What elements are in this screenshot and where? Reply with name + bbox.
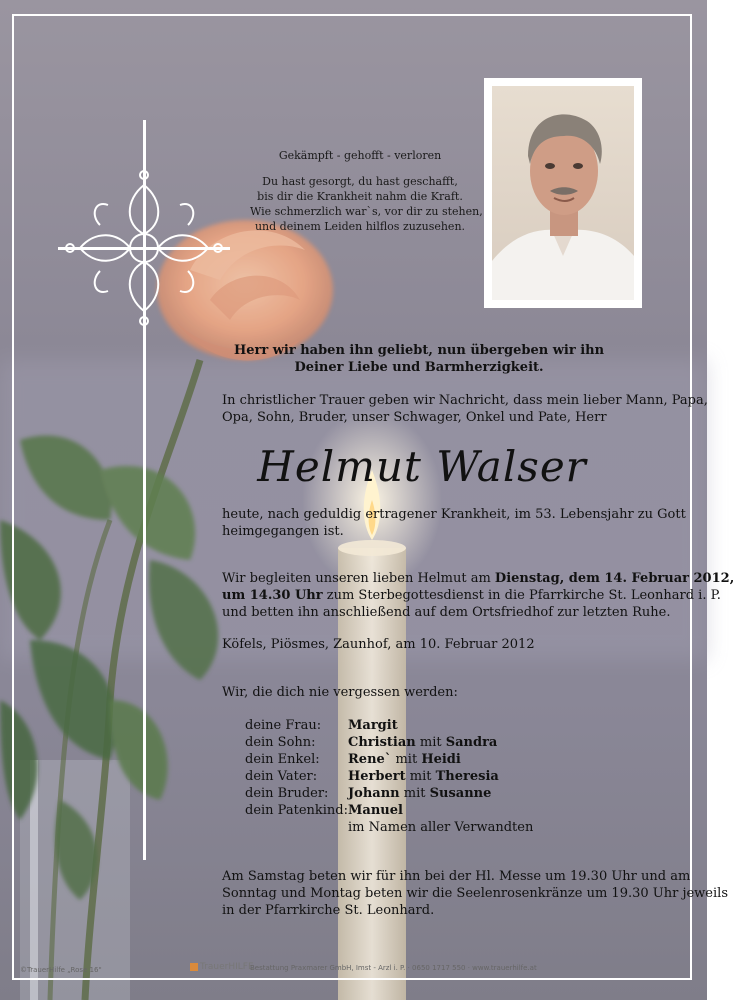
intro-line: Opa, Sohn, Bruder, unser Schwager, Onkel und Pate, Herr bbox=[222, 410, 607, 425]
prayers-paragraph bbox=[222, 868, 728, 919]
relative-row bbox=[245, 751, 533, 768]
death-paragraph bbox=[222, 506, 686, 540]
relative-row bbox=[245, 768, 533, 785]
relative-names bbox=[348, 768, 533, 785]
headline bbox=[222, 342, 616, 376]
relative-names bbox=[348, 717, 533, 734]
relative-row bbox=[245, 785, 533, 802]
death-line: heimgegangen ist. bbox=[222, 524, 344, 539]
death-line: heute, nach geduldig ertragener Krankheit, im 53. Lebensjahr zu Gott bbox=[222, 507, 686, 522]
portrait-photo bbox=[484, 78, 642, 308]
funeral-text: und betten ihn anschließend auf dem Ortsfriedhof zur letzten Ruhe. bbox=[222, 605, 671, 620]
relative-name: Rene` bbox=[348, 752, 392, 767]
relative-with: mit bbox=[395, 752, 418, 767]
poem-line: Gekämpft - gehofft - verloren bbox=[278, 149, 442, 162]
headline-line: Deiner Liebe und Barmherzigkeit. bbox=[294, 360, 544, 375]
relative-with: mit bbox=[419, 735, 442, 750]
poem-line: Wie schmerzlich war`s, vor dir zu stehen, bbox=[250, 205, 483, 218]
poem-line: und deinem Leiden hilflos zuzusehen. bbox=[254, 220, 466, 233]
footer-credit: ©TrauerHilfe „Rose 16" bbox=[20, 966, 102, 974]
relative-name: Margit bbox=[348, 718, 398, 733]
footer-info: Bestattung Praxmarer GmbH, Imst - Arzl i. P. · 0650 1717 550 · www.trauerhilfe.at bbox=[250, 964, 537, 972]
relatives-closing: im Namen aller Verwandten bbox=[348, 820, 534, 835]
relative-partner: Heidi bbox=[421, 752, 461, 767]
poem bbox=[250, 148, 483, 234]
prayers-line: Sonntag und Montag beten wir die Seelenrosenkränze um 19.30 Uhr jeweils bbox=[222, 886, 728, 901]
relative-partner: Sandra bbox=[445, 735, 498, 750]
footer-brand-name: TrauerHILFE bbox=[200, 962, 254, 972]
relative-name: Herbert bbox=[348, 769, 406, 784]
poem-line: bis dir die Krankheit nahm die Kraft. bbox=[257, 190, 463, 203]
funeral-text: Wir begleiten unseren lieben Helmut am bbox=[222, 571, 495, 586]
relative-row bbox=[245, 802, 533, 819]
funeral-time: um 14.30 Uhr bbox=[222, 588, 323, 603]
funeral-paragraph bbox=[222, 570, 734, 621]
relative-partner: Susanne bbox=[429, 786, 492, 801]
relative-names bbox=[348, 785, 533, 802]
headline-line: Herr wir haben ihn geliebt, nun übergeben wir ihn bbox=[233, 343, 605, 358]
place-date: Köfels, Piösmes, Zaunhof, am 10. Februar 2012 bbox=[222, 637, 535, 652]
funeral-date: Dienstag, dem 14. Februar 2012, bbox=[494, 571, 734, 586]
trauerhilfe-logo-icon bbox=[190, 963, 198, 971]
intro-line: In christlicher Trauer geben wir Nachricht, dass mein lieber Mann, Papa, bbox=[222, 393, 708, 408]
mourners-intro: Wir, die dich nie vergessen werden: bbox=[222, 685, 458, 700]
relative-name: Christian bbox=[348, 735, 416, 750]
prayers-line: Am Samstag beten wir für ihn bei der Hl. Messe um 19.30 Uhr und am bbox=[222, 869, 691, 884]
intro-paragraph bbox=[222, 392, 708, 426]
relative-row bbox=[245, 819, 533, 836]
relative-role: dein Enkel: bbox=[245, 752, 320, 767]
relative-name: Manuel bbox=[348, 803, 403, 818]
relative-role: dein Sohn: bbox=[245, 735, 316, 750]
relative-role: deine Frau: bbox=[245, 718, 322, 733]
relative-with: mit bbox=[409, 769, 432, 784]
relatives-list bbox=[245, 717, 533, 836]
relative-row bbox=[245, 717, 533, 734]
funeral-text: zum Sterbegottesdienst in die Pfarrkirche St. Leonhard i. P. bbox=[322, 588, 721, 603]
relative-names bbox=[348, 734, 533, 751]
relative-role: dein Patenkind: bbox=[245, 803, 348, 818]
relative-role: dein Bruder: bbox=[245, 786, 329, 801]
poem-line: Du hast gesorgt, du hast geschafft, bbox=[262, 175, 458, 188]
relative-row bbox=[245, 734, 533, 751]
deceased-name: Helmut Walser bbox=[257, 442, 587, 491]
relative-name: Johann bbox=[348, 786, 400, 801]
relative-with: mit bbox=[403, 786, 426, 801]
prayers-line: in der Pfarrkirche St. Leonhard. bbox=[222, 903, 435, 918]
relative-names bbox=[348, 751, 533, 768]
footer-brand bbox=[190, 962, 254, 972]
relative-partner: Theresia bbox=[435, 769, 499, 784]
relative-names bbox=[348, 802, 533, 819]
relative-role: dein Vater: bbox=[245, 769, 318, 784]
